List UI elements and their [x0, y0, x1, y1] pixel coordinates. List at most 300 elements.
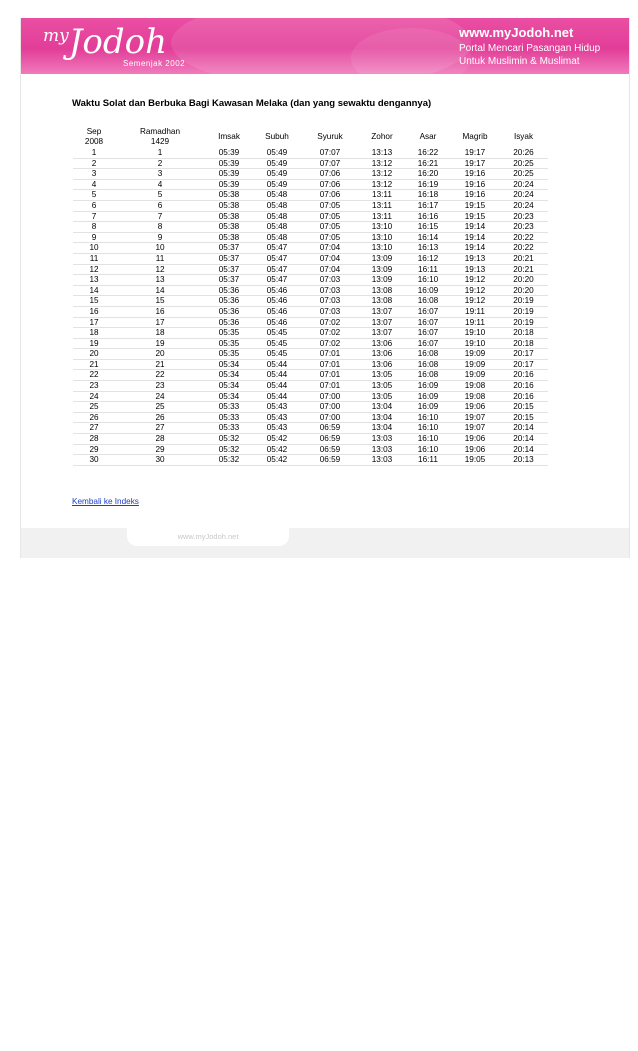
table-cell: 20:22: [499, 243, 548, 254]
table-cell: 19:09: [451, 359, 499, 370]
table-row: [73, 434, 548, 445]
table-cell: 19:16: [451, 169, 499, 180]
table-cell: 07:04: [301, 243, 359, 254]
table-cell: 18: [115, 328, 205, 339]
table-row: [73, 275, 548, 286]
table-cell: 19:10: [451, 328, 499, 339]
table-cell: 12: [73, 264, 115, 275]
table-cell: 16:11: [405, 264, 451, 275]
table-cell: 12: [115, 264, 205, 275]
table-cell: 07:04: [301, 253, 359, 264]
table-cell: 05:38: [205, 222, 253, 233]
site-url: www.myJodoh.net: [459, 25, 574, 40]
table-row: [73, 232, 548, 243]
logo-since: Semenjak 2002: [123, 59, 186, 68]
table-cell: 05:37: [205, 264, 253, 275]
table-row: [73, 253, 548, 264]
table-cell: 16:10: [405, 412, 451, 423]
logo-my: my: [43, 26, 69, 46]
tagline-line-2: Untuk Muslimin & Muslimat: [459, 56, 580, 67]
table-row: [73, 190, 548, 201]
table-cell: 07:06: [301, 190, 359, 201]
table-cell: 20:16: [499, 370, 548, 381]
table-cell: 05:32: [205, 444, 253, 455]
table-cell: 13:13: [359, 148, 405, 158]
table-cell: 05:49: [253, 148, 301, 158]
table-cell: 05:37: [205, 243, 253, 254]
table-cell: 28: [73, 434, 115, 445]
table-cell: 05:38: [205, 200, 253, 211]
table-cell: 20:19: [499, 296, 548, 307]
table-cell: 05:42: [253, 444, 301, 455]
table-cell: 19:12: [451, 296, 499, 307]
table-cell: 05:34: [205, 391, 253, 402]
table-cell: 05:43: [253, 402, 301, 413]
table-cell: 13:07: [359, 317, 405, 328]
table-cell: 20:19: [499, 317, 548, 328]
table-cell: 05:49: [253, 158, 301, 169]
table-cell: 7: [73, 211, 115, 222]
header-banner: [21, 18, 629, 74]
footer: [21, 528, 629, 558]
table-row: [73, 211, 548, 222]
table-cell: 24: [115, 391, 205, 402]
table-cell: 05:35: [205, 338, 253, 349]
table-cell: 20:21: [499, 264, 548, 275]
table-cell: 19:11: [451, 306, 499, 317]
table-cell: 20:25: [499, 169, 548, 180]
table-cell: 05:38: [205, 190, 253, 201]
table-cell: 19:16: [451, 190, 499, 201]
table-cell: 20:14: [499, 423, 548, 434]
table-cell: 06:59: [301, 455, 359, 466]
table-cell: 05:47: [253, 275, 301, 286]
table-cell: 05:38: [205, 211, 253, 222]
table-cell: 13:09: [359, 253, 405, 264]
table-cell: 16:14: [405, 232, 451, 243]
table-cell: 07:03: [301, 306, 359, 317]
table-cell: 13:05: [359, 370, 405, 381]
table-row: [73, 455, 548, 466]
table-cell: 13:09: [359, 275, 405, 286]
table-cell: 05:43: [253, 412, 301, 423]
table-row: [73, 370, 548, 381]
table-cell: 8: [115, 222, 205, 233]
table-cell: 05:35: [205, 328, 253, 339]
table-cell: 13:12: [359, 179, 405, 190]
table-cell: 05:37: [205, 275, 253, 286]
table-cell: 20:20: [499, 275, 548, 286]
table-cell: 05:48: [253, 232, 301, 243]
table-cell: 19:09: [451, 370, 499, 381]
table-cell: 19:12: [451, 275, 499, 286]
table-cell: 07:06: [301, 169, 359, 180]
table-cell: 16:07: [405, 328, 451, 339]
table-cell: 06:59: [301, 423, 359, 434]
table-cell: 19:10: [451, 338, 499, 349]
table-cell: 05:46: [253, 285, 301, 296]
table-cell: 25: [73, 402, 115, 413]
table-row: [73, 359, 548, 370]
table-cell: 16:07: [405, 317, 451, 328]
table-cell: 16:08: [405, 349, 451, 360]
table-cell: 05:39: [205, 169, 253, 180]
table-cell: 16:18: [405, 190, 451, 201]
table-cell: 13: [73, 275, 115, 286]
table-cell: 19:17: [451, 158, 499, 169]
header-zohor: Zohor: [371, 132, 393, 141]
table-cell: 05:48: [253, 200, 301, 211]
table-cell: 9: [115, 232, 205, 243]
table-body: [73, 148, 548, 465]
table-row: [73, 222, 548, 233]
table-cell: 29: [115, 444, 205, 455]
table-cell: 13:10: [359, 243, 405, 254]
table-row: [73, 402, 548, 413]
table-cell: 16:17: [405, 200, 451, 211]
table-cell: 05:36: [205, 317, 253, 328]
table-cell: 22: [115, 370, 205, 381]
table-cell: 05:34: [205, 359, 253, 370]
table-cell: 07:01: [301, 359, 359, 370]
site-tagline: [459, 42, 600, 68]
table-row: [73, 148, 548, 158]
table-cell: 8: [73, 222, 115, 233]
table-cell: 05:47: [253, 264, 301, 275]
table-cell: 05:46: [253, 317, 301, 328]
table-cell: 20:19: [499, 306, 548, 317]
table-cell: 13:04: [359, 423, 405, 434]
table-cell: 19: [115, 338, 205, 349]
table-cell: 14: [115, 285, 205, 296]
table-cell: 20:20: [499, 285, 548, 296]
table-cell: 07:01: [301, 381, 359, 392]
table-cell: 16:16: [405, 211, 451, 222]
table-cell: 16:12: [405, 253, 451, 264]
table-cell: 07:00: [301, 402, 359, 413]
table-row: [73, 306, 548, 317]
table-row: [73, 158, 548, 169]
table-cell: 05:39: [205, 179, 253, 190]
table-cell: 13: [115, 275, 205, 286]
table-cell: 07:03: [301, 296, 359, 307]
table-cell: 19:06: [451, 444, 499, 455]
table-cell: 15: [115, 296, 205, 307]
table-cell: 05:45: [253, 349, 301, 360]
header-sep: Sep 2008: [84, 127, 104, 146]
table-cell: 26: [73, 412, 115, 423]
header-subuh: Subuh: [265, 132, 289, 141]
table-cell: 28: [115, 434, 205, 445]
table-cell: 05:48: [253, 190, 301, 201]
table-cell: 18: [73, 328, 115, 339]
table-cell: 19:06: [451, 402, 499, 413]
table-cell: 07:05: [301, 211, 359, 222]
back-to-index-link[interactable]: Kembali ke Indeks: [72, 497, 139, 506]
table-cell: 20:18: [499, 328, 548, 339]
table-cell: 13:10: [359, 222, 405, 233]
table-row: [73, 169, 548, 180]
table-row: [73, 349, 548, 360]
table-cell: 05:33: [205, 402, 253, 413]
table-cell: 23: [73, 381, 115, 392]
table-cell: 05:36: [205, 285, 253, 296]
table-cell: 19:12: [451, 285, 499, 296]
table-cell: 2: [115, 158, 205, 169]
table-cell: 26: [115, 412, 205, 423]
table-row: [73, 328, 548, 339]
table-cell: 13:11: [359, 200, 405, 211]
table-cell: 13:07: [359, 306, 405, 317]
table-cell: 16:08: [405, 296, 451, 307]
table-cell: 16:22: [405, 148, 451, 158]
table-cell: 20: [73, 349, 115, 360]
table-cell: 16:19: [405, 179, 451, 190]
table-cell: 05:47: [253, 253, 301, 264]
table-cell: 6: [115, 200, 205, 211]
table-cell: 20:23: [499, 222, 548, 233]
table-row: [73, 338, 548, 349]
table-cell: 20:23: [499, 211, 548, 222]
table-cell: 19:14: [451, 232, 499, 243]
table-cell: 4: [73, 179, 115, 190]
table-cell: 05:33: [205, 412, 253, 423]
table-cell: 20:22: [499, 232, 548, 243]
table-cell: 19:17: [451, 148, 499, 158]
table-cell: 05:34: [205, 370, 253, 381]
table-cell: 07:02: [301, 338, 359, 349]
table-cell: 13:03: [359, 455, 405, 466]
table-cell: 19:14: [451, 243, 499, 254]
header-ramadhan: Ramadhan 1429: [139, 127, 181, 146]
table-cell: 30: [73, 455, 115, 466]
table-row: [73, 285, 548, 296]
table-cell: 13:07: [359, 328, 405, 339]
table-cell: 05:44: [253, 391, 301, 402]
table-cell: 16:07: [405, 306, 451, 317]
table-cell: 19:15: [451, 211, 499, 222]
table-cell: 05:36: [205, 306, 253, 317]
table-cell: 16:10: [405, 275, 451, 286]
table-cell: 20:16: [499, 391, 548, 402]
table-cell: 3: [73, 169, 115, 180]
table-cell: 20: [115, 349, 205, 360]
table-cell: 20:24: [499, 200, 548, 211]
table-cell: 05:44: [253, 381, 301, 392]
table-cell: 10: [73, 243, 115, 254]
table-cell: 19:16: [451, 179, 499, 190]
table-cell: 07:05: [301, 200, 359, 211]
table-cell: 05:49: [253, 169, 301, 180]
table-cell: 19:13: [451, 253, 499, 264]
table-cell: 13:11: [359, 211, 405, 222]
table-cell: 20:17: [499, 349, 548, 360]
table-cell: 20:18: [499, 338, 548, 349]
table-cell: 05:34: [205, 381, 253, 392]
table-cell: 10: [115, 243, 205, 254]
table-cell: 05:32: [205, 434, 253, 445]
table-cell: 15: [73, 296, 115, 307]
table-cell: 7: [115, 211, 205, 222]
table-cell: 16: [115, 306, 205, 317]
table-cell: 17: [73, 317, 115, 328]
prayer-times-table: [73, 126, 548, 466]
table-cell: 13:04: [359, 402, 405, 413]
table-cell: 19:09: [451, 349, 499, 360]
table-cell: 16:10: [405, 434, 451, 445]
table-cell: 05:48: [253, 211, 301, 222]
table-cell: 14: [73, 285, 115, 296]
table-cell: 16:21: [405, 158, 451, 169]
table-cell: 9: [73, 232, 115, 243]
table-cell: 16: [73, 306, 115, 317]
header-imsak: Imsak: [218, 132, 240, 141]
table-cell: 05:45: [253, 328, 301, 339]
table-cell: 06:59: [301, 444, 359, 455]
table-cell: 13:08: [359, 285, 405, 296]
table-cell: 20:16: [499, 381, 548, 392]
tagline-line-1: Portal Mencari Pasangan Hidup: [459, 43, 601, 54]
table-cell: 20:13: [499, 455, 548, 466]
table-cell: 05:36: [205, 296, 253, 307]
table-cell: 2: [73, 158, 115, 169]
table-row: [73, 412, 548, 423]
page-container: [20, 18, 630, 558]
table-row: [73, 200, 548, 211]
table-cell: 13:03: [359, 434, 405, 445]
table-cell: 19:08: [451, 391, 499, 402]
table-row: [73, 243, 548, 254]
table-cell: 21: [115, 359, 205, 370]
table-row: [73, 423, 548, 434]
table-cell: 05:33: [205, 423, 253, 434]
table-cell: 13:04: [359, 412, 405, 423]
table-row: [73, 391, 548, 402]
table-row: [73, 264, 548, 275]
table-cell: 27: [115, 423, 205, 434]
table-cell: 07:07: [301, 158, 359, 169]
table-cell: 21: [73, 359, 115, 370]
table-cell: 20:15: [499, 402, 548, 413]
table-cell: 19:06: [451, 434, 499, 445]
table-row: [73, 444, 548, 455]
table-cell: 16:10: [405, 444, 451, 455]
table-cell: 07:00: [301, 412, 359, 423]
table-cell: 1: [115, 148, 205, 158]
table-cell: 07:07: [301, 148, 359, 158]
table-cell: 05:35: [205, 349, 253, 360]
table-cell: 22: [73, 370, 115, 381]
table-row: [73, 381, 548, 392]
table-cell: 25: [115, 402, 205, 413]
table-cell: 11: [73, 253, 115, 264]
table-cell: 16:15: [405, 222, 451, 233]
table-cell: 05:32: [205, 455, 253, 466]
table-header-row: [73, 126, 548, 148]
table-cell: 07:02: [301, 328, 359, 339]
table-cell: 13:10: [359, 232, 405, 243]
table-cell: 19:07: [451, 423, 499, 434]
table-cell: 13:12: [359, 158, 405, 169]
table-cell: 29: [73, 444, 115, 455]
table-cell: 5: [73, 190, 115, 201]
table-cell: 05:48: [253, 222, 301, 233]
header-magrib: Magrib: [462, 132, 488, 141]
header-asar: Asar: [419, 132, 437, 141]
table-cell: 20:21: [499, 253, 548, 264]
logo-jodoh: Jodoh: [68, 22, 167, 62]
table-cell: 20:24: [499, 179, 548, 190]
table-cell: 16:11: [405, 455, 451, 466]
table-cell: 16:09: [405, 285, 451, 296]
table-cell: 16:20: [405, 169, 451, 180]
table-cell: 6: [73, 200, 115, 211]
header-isyak: Isyak: [513, 132, 534, 141]
table-cell: 13:09: [359, 264, 405, 275]
table-cell: 17: [115, 317, 205, 328]
table-cell: 05:44: [253, 359, 301, 370]
table-cell: 20:14: [499, 434, 548, 445]
table-cell: 16:09: [405, 381, 451, 392]
table-cell: 05:39: [205, 158, 253, 169]
table-cell: 13:08: [359, 296, 405, 307]
table-cell: 19:14: [451, 222, 499, 233]
site-logo[interactable]: [43, 22, 186, 68]
table-cell: 05:38: [205, 232, 253, 243]
table-cell: 16:07: [405, 338, 451, 349]
table-row: [73, 179, 548, 190]
table-cell: 05:46: [253, 306, 301, 317]
table-cell: 27: [73, 423, 115, 434]
table-cell: 16:10: [405, 423, 451, 434]
table-cell: 13:06: [359, 338, 405, 349]
table-cell: 05:39: [205, 148, 253, 158]
table-cell: 20:24: [499, 190, 548, 201]
table-cell: 13:05: [359, 391, 405, 402]
table-row: [73, 296, 548, 307]
table-cell: 23: [115, 381, 205, 392]
table-cell: 13:03: [359, 444, 405, 455]
table-cell: 06:59: [301, 434, 359, 445]
table-cell: 07:02: [301, 317, 359, 328]
table-cell: 07:06: [301, 179, 359, 190]
table-cell: 13:12: [359, 169, 405, 180]
table-cell: 19:15: [451, 200, 499, 211]
table-cell: 07:03: [301, 275, 359, 286]
table-cell: 16:08: [405, 359, 451, 370]
table-cell: 05:37: [205, 253, 253, 264]
table-cell: 16:13: [405, 243, 451, 254]
table-cell: 07:04: [301, 264, 359, 275]
table-cell: 07:01: [301, 370, 359, 381]
table-cell: 05:42: [253, 455, 301, 466]
table-cell: 5: [115, 190, 205, 201]
table-cell: 20:14: [499, 444, 548, 455]
table-cell: 05:49: [253, 179, 301, 190]
table-cell: 05:42: [253, 434, 301, 445]
table-cell: 16:09: [405, 402, 451, 413]
table-cell: 07:03: [301, 285, 359, 296]
table-cell: 1: [73, 148, 115, 158]
table-cell: 16:09: [405, 391, 451, 402]
table-cell: 11: [115, 253, 205, 264]
table-cell: 19:13: [451, 264, 499, 275]
table-cell: 24: [73, 391, 115, 402]
table-cell: 13:06: [359, 359, 405, 370]
table-cell: 05:45: [253, 338, 301, 349]
table-cell: 07:05: [301, 232, 359, 243]
table-cell: 13:05: [359, 381, 405, 392]
